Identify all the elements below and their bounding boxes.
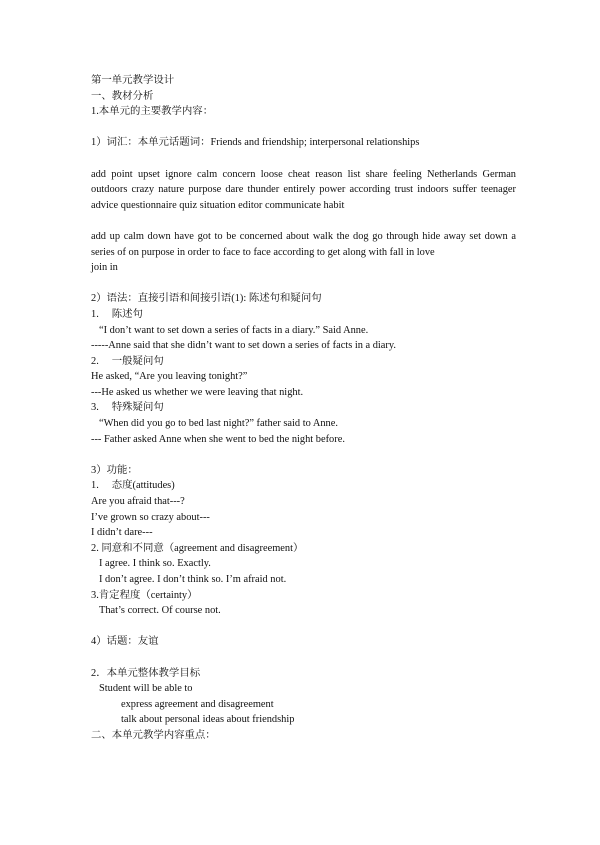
section-heading-1: 一、教材分析 [91,90,154,102]
function-item-label: 1. 态度(attitudes) [91,480,175,492]
doc-title: 第一单元教学设计 [91,75,175,86]
spacer [91,619,516,635]
function-example: I agree. I think so. Exactly. [99,558,211,570]
function-example: I don’t agree. I don’t think so. I’m afraid not. [99,574,287,585]
subsection-heading-1-2: 2．本单元整体教学目标 [91,667,201,679]
goal-item: express agreement and disagreement [121,698,274,710]
grammar-item-label: 2. 一般疑问句 [91,355,164,367]
vocabulary-word-list: add point upset ignore calm concern loose cheat reason list share feeling Netherlands German outdoors crazy nature purpose dare thunder entirely power according trust indoors suffer teenager advice questionnaire quiz situation editor communicate habit [91,168,516,211]
function-item-label: 2. 同意和不同意（agreement and disagreement） [91,542,304,554]
grammar-example-direct: He asked, “Are you leaving tonight?” [91,371,248,383]
goal-item: talk about personal ideas about friendship [121,714,295,726]
grammar-example-direct: “When did you go to bed last night?” father said to Anne. [99,418,338,430]
spacer [91,120,516,136]
grammar-heading: 2）语法：直接引语和间接引语(1): 陈述句和疑问句 [91,293,322,305]
function-example: I didn’t dare--- [91,527,153,539]
grammar-example-indirect: -----Anne said that she didn’t want to set down a series of facts in a diary. [91,340,396,352]
vocabulary-phrase-last: join in [91,262,118,274]
spacer [91,447,516,463]
goal-intro: Student will be able to [99,683,193,695]
spacer [91,650,516,666]
grammar-item-label: 3. 特殊疑问句 [91,402,164,414]
spacer [91,276,516,292]
grammar-example-indirect: --- Father asked Anne when she went to bed the night before. [91,433,345,445]
function-example: Are you afraid that---? [91,496,185,508]
section-heading-2: 二、本单元教学内容重点： [91,729,216,741]
subsection-heading-1-1: 1.本单元的主要教学内容： [91,106,214,118]
vocabulary-heading: 1）词汇：本单元话题词：Friends and friendship; interpersonal relationships [91,137,420,149]
vocabulary-phrase-list: add up calm down have got to be concerned about walk the dog go through hide away set down a series of on purpose in order to face to face according to get along with fall in love [91,230,516,258]
grammar-item-label: 1. 陈述句 [91,308,143,320]
spacer [91,213,516,229]
document-body [91,73,516,744]
topic-heading: 4）话题：友谊 [91,636,159,648]
grammar-example-direct: “I don’t want to set down a series of facts in a diary.” Said Anne. [99,324,369,336]
function-example: That’s correct. Of course not. [99,605,221,617]
function-example: I’ve grown so crazy about--- [91,511,210,523]
function-item-label: 3.肯定程度（certainty） [91,589,198,601]
function-heading: 3）功能： [91,464,138,476]
grammar-example-indirect: ---He asked us whether we were leaving that night. [91,386,304,398]
spacer [91,151,516,167]
